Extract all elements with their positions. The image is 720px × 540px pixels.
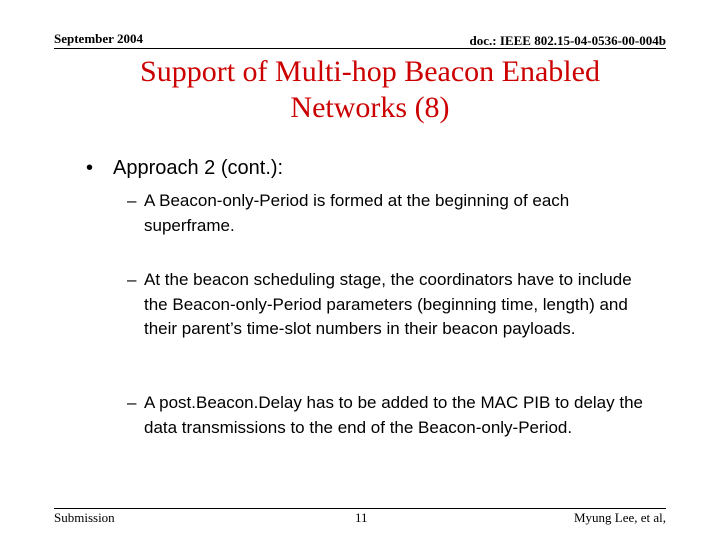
footer-author: Myung Lee, et al, <box>573 510 666 525</box>
header-date: September 2004 <box>54 31 143 46</box>
bullet-item <box>86 155 283 181</box>
sub-bullet-marker: – <box>127 393 137 412</box>
bullet-text: Approach 2 (cont.): <box>113 157 284 179</box>
footer-divider <box>54 508 666 509</box>
slide-title-line-2: Networks (8) <box>290 91 450 124</box>
slide-title <box>90 54 650 126</box>
footer-submission: Submission <box>54 510 115 525</box>
bullet-marker: • <box>86 157 94 179</box>
sub-bullet-marker: – <box>127 270 137 289</box>
sub-bullet-item <box>120 189 660 238</box>
sub-bullet-text: A post.Beacon.Delay has to be added to the MAC PIB to delay the data transmissions to the end of the Beacon-only-Period. <box>144 393 643 437</box>
header-divider <box>54 48 666 49</box>
sub-bullet-text: At the beacon scheduling stage, the coordinators have to include the Beacon-only-Period parameters (beginning time, length) and their parent’s time-slot numbers in their beacon payloads. <box>144 270 632 338</box>
slide-title-line-1: Support of Multi-hop Beacon Enabled <box>140 55 600 88</box>
header-doc-id: doc.: IEEE 802.15-04-0536-00-004b <box>469 33 666 48</box>
sub-bullet-text: A Beacon-only-Period is formed at the beginning of each superframe. <box>144 191 570 235</box>
sub-bullet-item <box>120 268 660 342</box>
sub-bullet-item <box>120 391 660 440</box>
footer-page-number: 11 <box>355 510 368 525</box>
sub-bullet-marker: – <box>127 191 137 210</box>
